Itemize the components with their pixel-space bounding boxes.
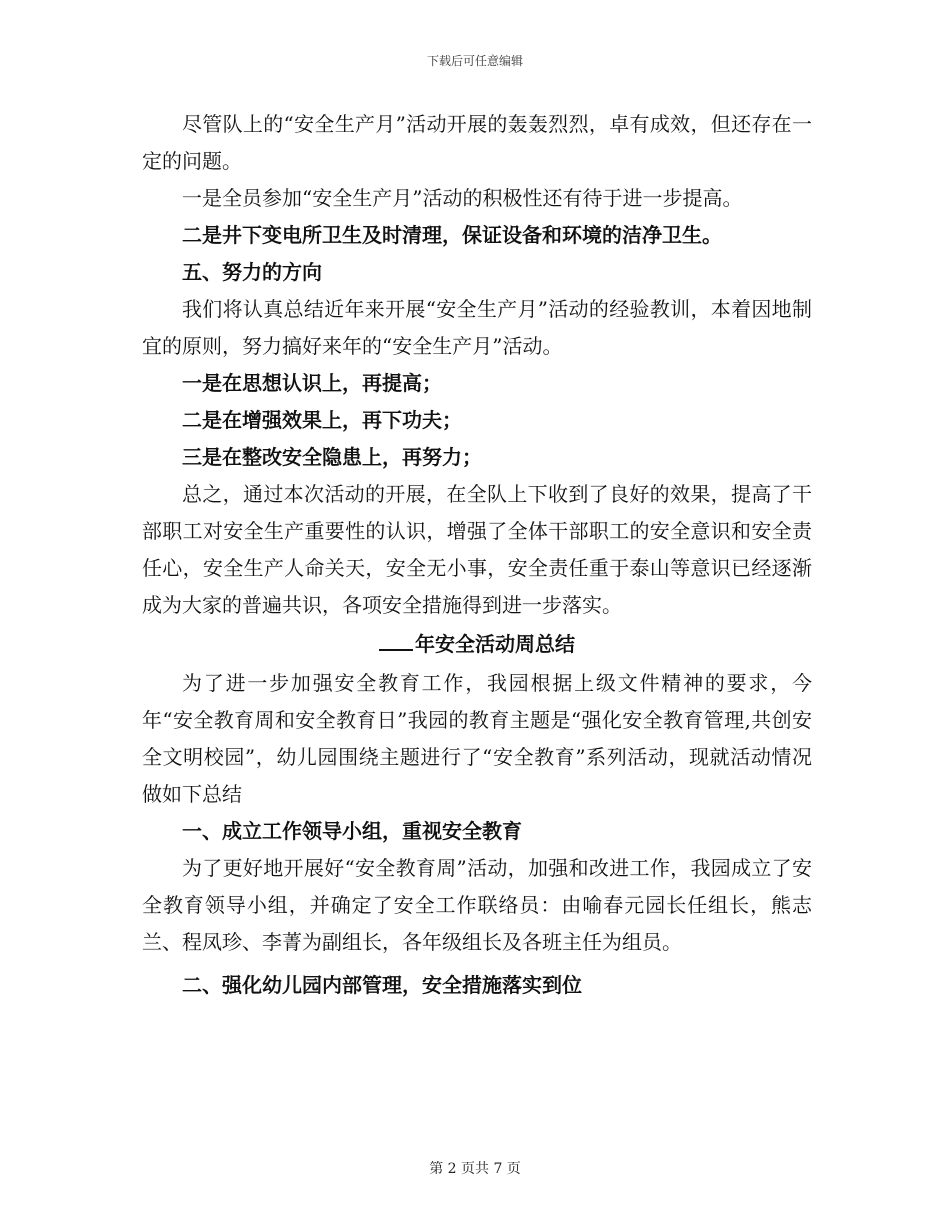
section-heading-5: 五、努力的方向 (182, 260, 322, 284)
paragraph-8: 总之，通过本次活动的开展，在全队上下收到了良好的效果，提高了干部职工对安全生产重要性的认识，增强了全体干部职工的安全意识和安全责任心，安全生产人命关天，安全无小事，安全责任重于泰山等意识已经逐渐成为大家的普遍共识，各项安全措施得到进一步落实。 (142, 482, 812, 617)
paragraph-2: 一是全员参加“安全生产月”活动的积极性还有待于进一步提高。 (182, 186, 743, 210)
title-text: 年安全活动周总结 (415, 632, 575, 656)
paragraph-10: 为了更好地开展好“安全教育周”活动，加强和改进工作，我园成立了安全教育领导小组，并确定了安全工作联络员：由喻春元园长任组长，熊志兰、程凤珍、李菁为副组长，各年级组长及各班主任为组员。 (142, 856, 812, 954)
page-number: 第 2 页共 7 页 (429, 1161, 521, 1177)
document-body (142, 106, 812, 1004)
document-title (142, 626, 812, 663)
section-heading-1: 一、成立工作领导小组，重视安全教育 (182, 819, 522, 843)
paragraph-7: 三是在整改安全隐患上，再努力； (182, 445, 482, 469)
paragraph-9: 为了进一步加强安全教育工作，我园根据上级文件精神的要求，今年“安全教育周和安全教育日”我园的教育主题是“强化安全教育管理,共创安全文明校园”，幼儿园围绕主题进行了“安全教育”系列活动，现就活动情况做如下总结 (142, 671, 812, 806)
paragraph-3: 二是井下变电所卫生及时清理，保证设备和环境的洁净卫生。 (182, 223, 722, 247)
paragraph-1: 尽管队上的“安全生产月”活动开展的轰轰烈烈，卓有成效，但还存在一定的问题。 (142, 112, 812, 173)
header-note: 下载后可任意编辑 (426, 54, 523, 68)
title-blank-underline (379, 633, 413, 651)
paragraph-4: 我们将认真总结近年来开展“安全生产月”活动的经验教训，本着因地制宜的原则，努力搞好来年的“安全生产月”活动。 (142, 297, 812, 358)
paragraph-5: 一是在思想认识上，再提高； (182, 371, 442, 395)
paragraph-6: 二是在增强效果上，再下功夫； (182, 408, 462, 432)
section-heading-2: 二、强化幼儿园内部管理，安全措施落实到位 (182, 973, 582, 997)
